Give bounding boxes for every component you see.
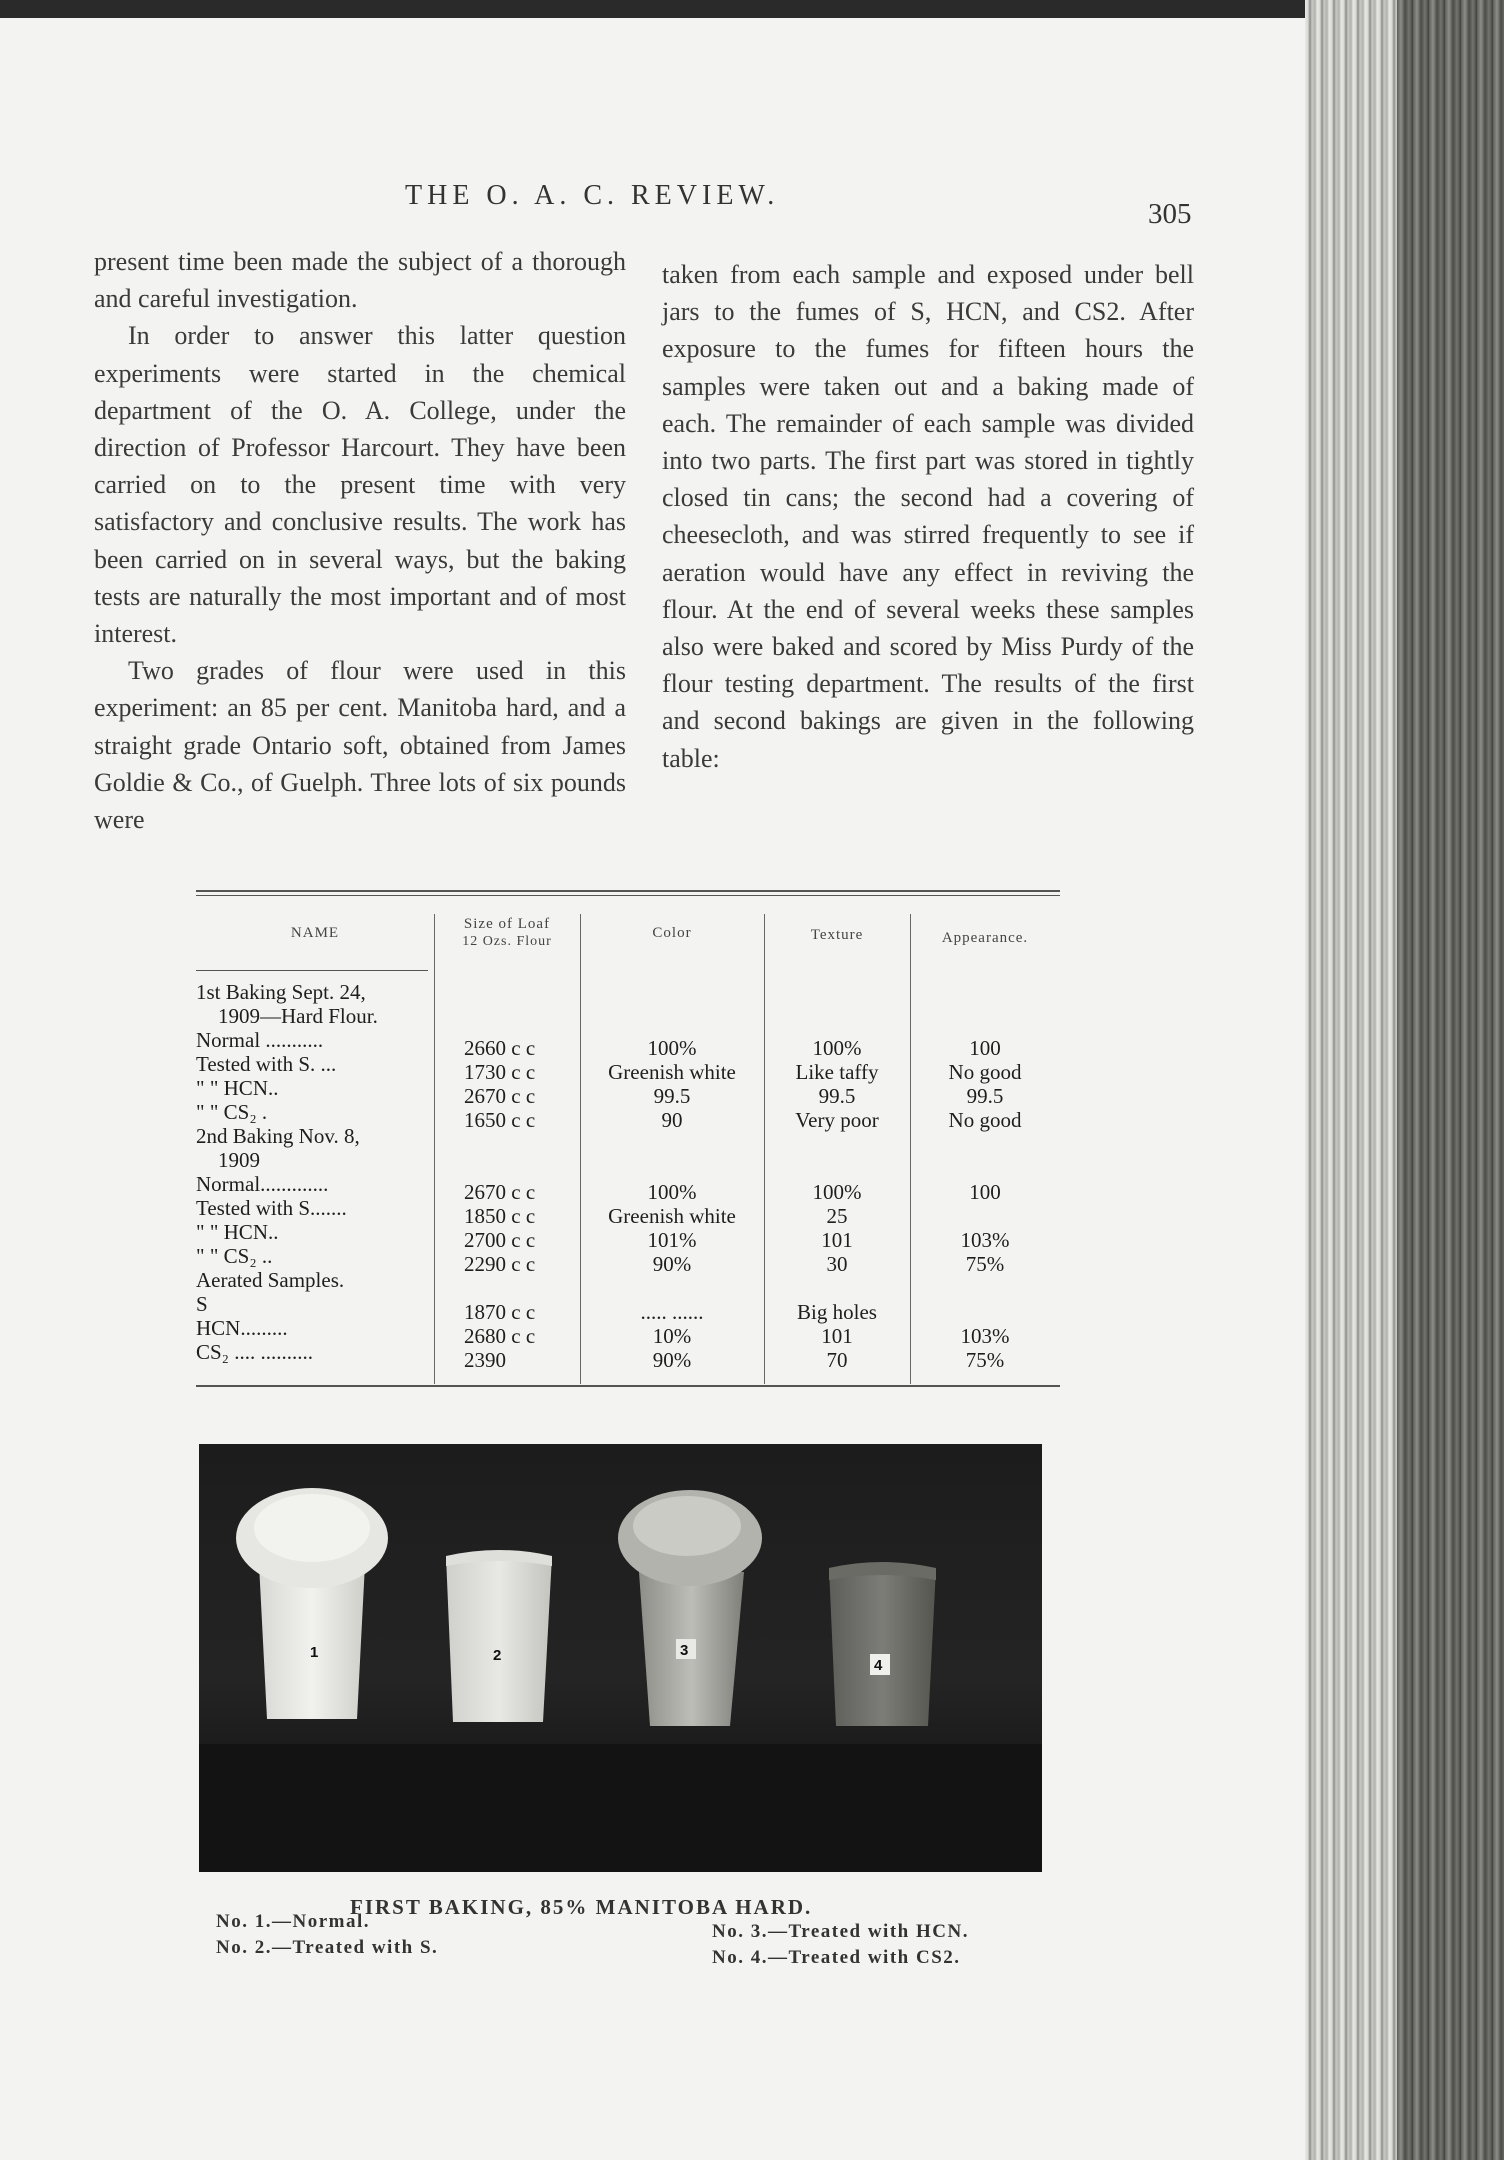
cell-color: 101% — [647, 1228, 697, 1252]
cell-color: 99.5 — [653, 1084, 691, 1108]
page-number: 305 — [1148, 198, 1192, 230]
cell-color: ..... ...... — [640, 1300, 704, 1324]
loaves-illustration — [199, 1444, 1042, 1872]
row-name: Normal............. — [196, 1172, 329, 1196]
cell-appearance: No good — [948, 1060, 1022, 1084]
cell-texture: 100% — [812, 1180, 862, 1204]
group-heading: 1st Baking Sept. 24, — [196, 980, 366, 1004]
header-underline — [196, 970, 428, 971]
cell-color: 90% — [652, 1252, 692, 1276]
cell-texture: 25 — [826, 1204, 848, 1228]
loaves-photograph — [199, 1444, 1042, 1872]
loaf-3 — [618, 1490, 762, 1726]
cell-texture: 99.5 — [818, 1084, 856, 1108]
table-surface — [199, 1744, 1042, 1872]
loaf-label: 2 — [493, 1647, 502, 1664]
figure-caption-item: No. 4.—Treated with CS2. — [712, 1947, 961, 1968]
group-heading: 1909 — [218, 1148, 260, 1172]
loaf-2 — [446, 1550, 552, 1722]
cell-appearance: No good — [948, 1108, 1022, 1132]
header-name: NAME — [290, 925, 340, 941]
cell-color: 10% — [652, 1324, 692, 1348]
cell-texture: Big holes — [797, 1300, 877, 1324]
cell-texture: 70 — [826, 1348, 848, 1372]
cell-texture: 101 — [821, 1228, 853, 1252]
row-name: Tested with S....... — [196, 1196, 347, 1220]
cell-size: 2390 — [464, 1348, 506, 1372]
row-name: Tested with S. ... — [196, 1052, 337, 1076]
table-top-rule-2 — [196, 895, 1060, 896]
cell-appearance: 75% — [965, 1348, 1005, 1372]
figure-caption-item: No. 3.—Treated with HCN. — [712, 1921, 969, 1942]
right-column — [662, 256, 1194, 777]
cell-appearance: 99.5 — [966, 1084, 1004, 1108]
cell-texture: 101 — [821, 1324, 853, 1348]
figure-caption-item: No. 2.—Treated with S. — [216, 1937, 439, 1958]
cell-color: Greenish white — [608, 1060, 736, 1084]
header-size-line1: Size of Loaf — [463, 916, 551, 932]
book-cover-edge — [1397, 0, 1504, 2160]
cell-appearance: 75% — [965, 1252, 1005, 1276]
paragraph: Two grades of flour were used in this experiment: an 85 per cent. Manitoba hard, and a straight grade Ontario soft, obtained from James Goldie & Co., of Guelph. Three lots of six pounds were — [94, 656, 626, 835]
column-divider — [434, 914, 435, 1384]
group-heading: 2nd Baking Nov. 8, — [196, 1124, 360, 1148]
cell-size: 1730 c c — [464, 1060, 536, 1084]
group-heading: 1909—Hard Flour. — [218, 1004, 378, 1028]
row-name: " " HCN.. — [196, 1076, 279, 1100]
left-column — [94, 243, 626, 838]
cell-texture: Like taffy — [795, 1060, 879, 1084]
cell-size: 2680 c c — [464, 1324, 536, 1348]
running-head: THE O. A. C. REVIEW. — [405, 180, 780, 211]
loaf-1 — [236, 1488, 388, 1719]
row-name: " " CS₂ .. — [196, 1244, 273, 1268]
cell-size: 1650 c c — [464, 1108, 536, 1132]
cell-texture: 30 — [826, 1252, 848, 1276]
cell-color: 90% — [652, 1348, 692, 1372]
cell-appearance: 103% — [960, 1324, 1010, 1348]
paragraph: taken from each sample and exposed under bell jars to the fumes of S, HCN, and CS2. After exposure to the fumes for fifteen hours the samples were taken out and a baking made of each. The remainder of each sample was divided into two parts. The first part was stored in tightly closed tin cans; the second had a covering of cheesecloth, and was stirred frequently to see if aeration would have any effect in reviving the flour. At the end of several weeks these samples also were baked and scored by Miss Purdy of the flour testing department. The results of the first and second bakings are given in the following table: — [662, 260, 1194, 773]
cell-size: 2670 c c — [464, 1180, 536, 1204]
loaf-label: 4 — [874, 1657, 883, 1674]
cell-color: 100% — [647, 1036, 697, 1060]
results-table — [196, 890, 1060, 1390]
row-name: Normal ........... — [196, 1028, 324, 1052]
row-name: " " CS₂ . — [196, 1100, 268, 1124]
figure-caption-item: No. 1.—Normal. — [216, 1911, 370, 1932]
book-page-edges — [1305, 0, 1504, 2160]
header-appearance: Appearance. — [941, 930, 1029, 946]
loaf-4 — [829, 1562, 936, 1726]
header-size-line2: 12 Ozs. Flour — [462, 934, 552, 949]
row-name: " " HCN.. — [196, 1220, 279, 1244]
cell-appearance: 100 — [969, 1180, 1001, 1204]
cell-size: 1870 c c — [464, 1300, 536, 1324]
cell-color: 100% — [647, 1180, 697, 1204]
row-name: CS₂ .... .......... — [196, 1340, 314, 1364]
cell-size: 1850 c c — [464, 1204, 536, 1228]
paragraph: In order to answer this latter question experiments were started in the chemical department of the O. A. College, under the direction of Professor Harcourt. They have been carried on to the present time with very satisfactory and conclusive results. The work has been carried on in several ways, but the baking tests are naturally the most important and of most interest. — [94, 321, 626, 649]
cell-size: 2670 c c — [464, 1084, 536, 1108]
cell-texture: 100% — [812, 1036, 862, 1060]
table-bottom-rule — [196, 1385, 1060, 1387]
header-texture: Texture — [810, 927, 864, 943]
cell-appearance: 103% — [960, 1228, 1010, 1252]
cell-size: 2660 c c — [464, 1036, 536, 1060]
figure-caption-title: FIRST BAKING, 85% MANITOBA HARD. — [350, 1895, 813, 1919]
cell-size: 2700 c c — [464, 1228, 536, 1252]
row-name: HCN......... — [196, 1316, 288, 1340]
loaf-label: 1 — [310, 1644, 319, 1661]
cell-color: Greenish white — [608, 1204, 736, 1228]
column-divider — [910, 914, 911, 1384]
cell-appearance: 100 — [969, 1036, 1001, 1060]
loaf-label: 3 — [680, 1642, 689, 1659]
row-name: S — [196, 1292, 208, 1316]
cell-size: 2290 c c — [464, 1252, 536, 1276]
cell-texture: Very poor — [795, 1108, 879, 1132]
table-top-rule — [196, 890, 1060, 892]
cell-color: 90 — [661, 1108, 683, 1132]
paragraph: present time been made the subject of a thorough and careful investigation. — [94, 247, 626, 314]
group-heading: Aerated Samples. — [196, 1268, 345, 1292]
header-color: Color — [652, 925, 692, 941]
